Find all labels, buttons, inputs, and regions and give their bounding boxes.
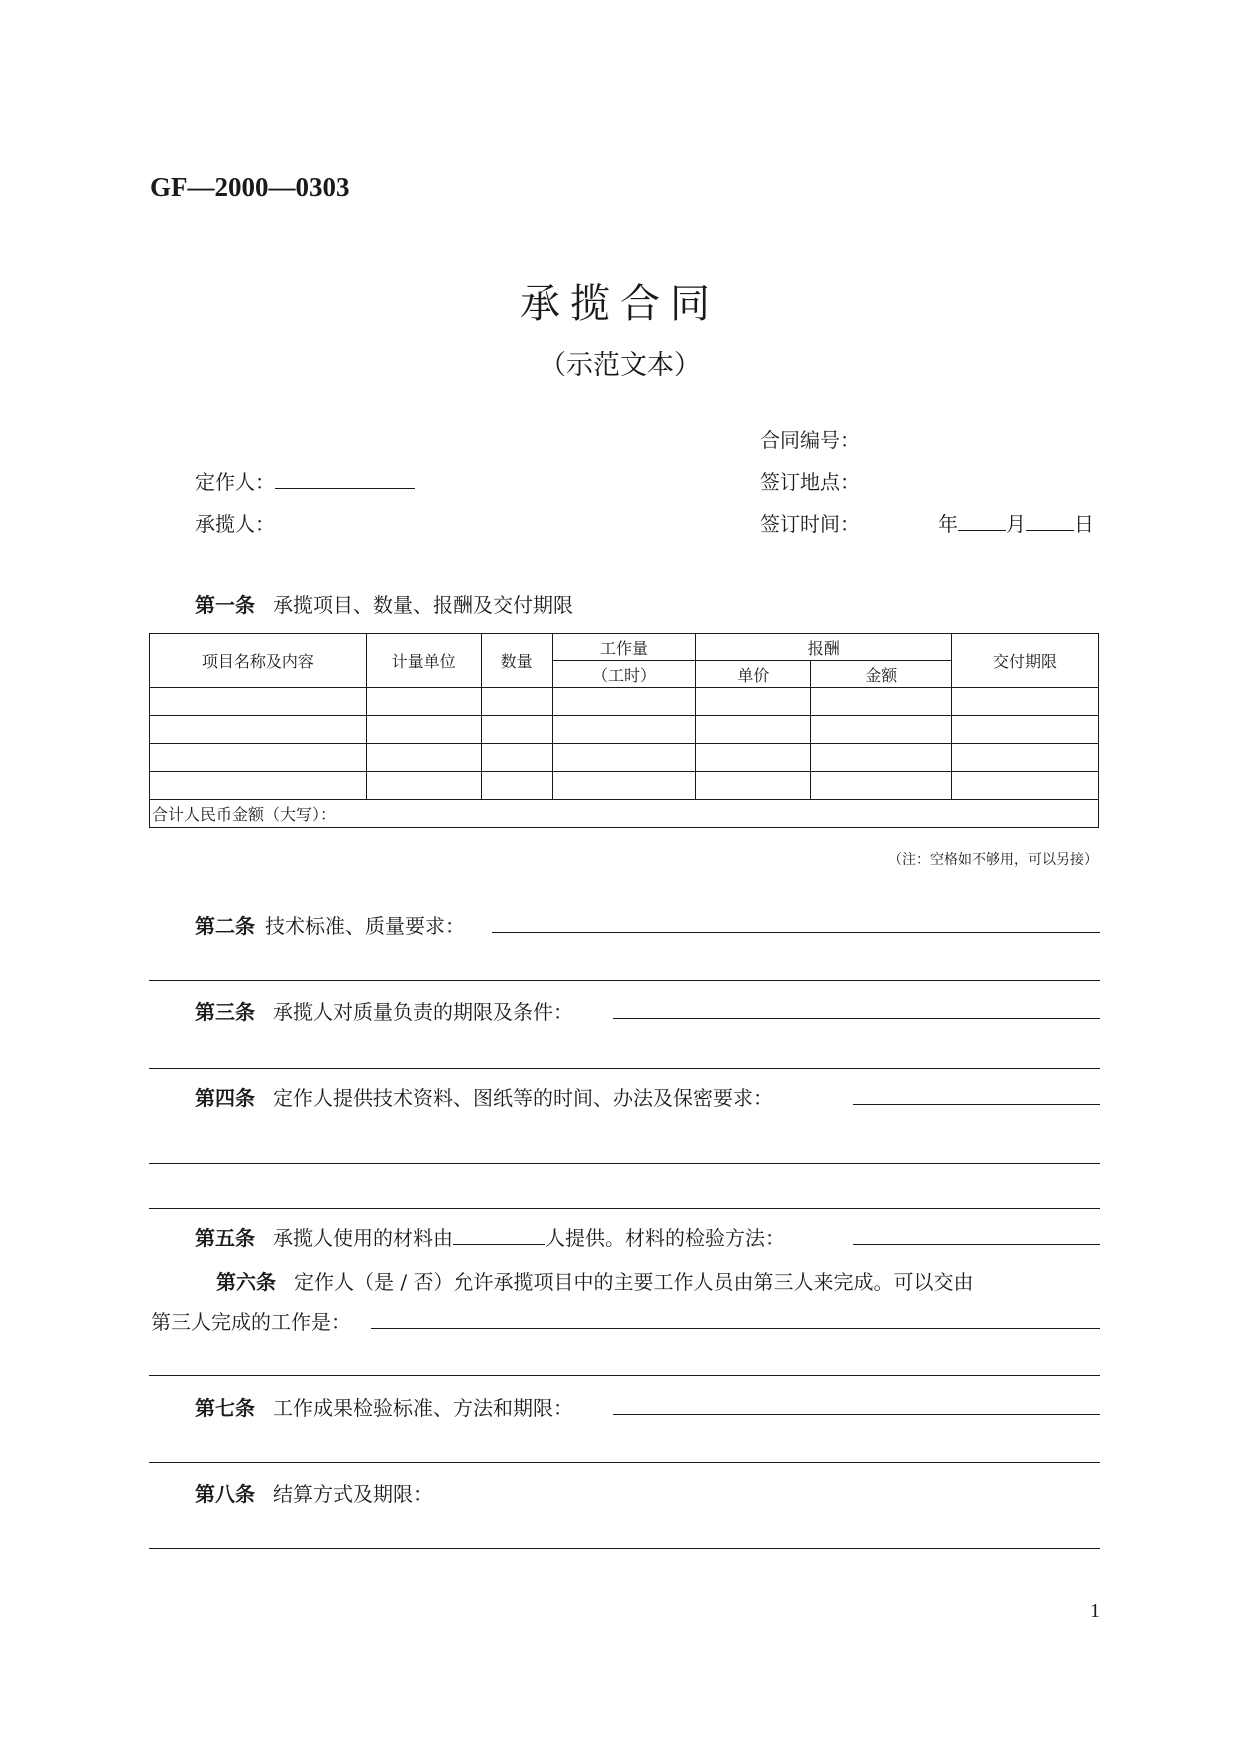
article-5-blank[interactable] [853,1244,1100,1245]
table-row [150,744,1099,772]
article-5-text-b: 人提供。材料的检验方法： [545,1226,785,1250]
document-subtitle: （示范文本） [539,350,701,381]
article-4 [195,1082,773,1111]
article-6-number: 第六条 [216,1270,276,1294]
items-table [149,633,1099,828]
total-amount-label[interactable]: 合计人民币金额（大写）： [150,800,1099,828]
col-price-header: 单价 [696,661,811,688]
article-8-text: 结算方式及期限： [273,1482,433,1506]
article-7-blank-line[interactable] [149,1462,1100,1463]
table-row [150,688,1099,716]
article-6-blank-line[interactable] [149,1375,1100,1376]
page-number: 1 [1090,1600,1100,1622]
article-2-text: 技术标准、质量要求： [265,914,465,938]
article-1-number: 第一条 [195,593,255,617]
table-row [150,772,1099,800]
document-title: 承揽合同 [520,281,720,327]
article-4-number: 第四条 [195,1086,255,1110]
article-6-continued: 第三人完成的工作是： [151,1310,351,1334]
article-7-number: 第七条 [195,1396,255,1420]
contractor-label: 承揽人： [195,512,275,536]
sign-place-label: 签订地点： [760,470,860,494]
sign-date [938,508,1094,537]
article-7-text: 工作成果检验标准、方法和期限： [273,1396,573,1420]
article-5 [195,1222,785,1251]
col-work-unit-header: （工时） [552,661,696,688]
month-blank[interactable] [958,510,1006,531]
col-qty-header: 数量 [481,634,552,688]
document-code: GF—2000—0303 [150,172,350,202]
article-4-blank-line-2[interactable] [149,1208,1100,1209]
article-3-blank[interactable] [613,1018,1100,1019]
article-2 [195,910,465,939]
year-label: 年 [938,512,958,536]
article-7-blank[interactable] [613,1414,1100,1415]
month-label: 月 [1006,512,1026,536]
article-8 [195,1478,433,1507]
article-8-blank-line[interactable] [149,1548,1100,1549]
day-blank[interactable] [1026,510,1074,531]
article-4-blank[interactable] [853,1104,1100,1105]
col-unit-header: 计量单位 [366,634,481,688]
col-work-header: 工作量 [552,634,696,661]
article-5-number: 第五条 [195,1226,255,1250]
table-note: （注：空格如不够用，可以另接） [888,852,1098,868]
table-row [150,716,1099,744]
day-label: 日 [1074,512,1094,536]
article-2-number: 第二条 [195,914,255,938]
sign-time-label: 签订时间： [760,512,860,536]
article-6-blank[interactable] [371,1328,1100,1329]
article-7 [195,1392,573,1421]
article-4-text: 定作人提供技术资料、图纸等的时间、办法及保密要求： [273,1086,773,1110]
article-1 [195,589,573,618]
article-6-text-a: 定作人（是 / 否）允许承揽项目中的主要工作人员由第三人来完成。可以交由 [294,1270,974,1294]
orderer-label: 定作人： [195,470,275,494]
orderer-blank[interactable] [275,468,415,489]
article-3 [195,996,573,1025]
contract-no-label: 合同编号： [760,428,860,452]
col-due-header: 交付期限 [952,634,1099,688]
article-6 [216,1266,973,1295]
article-3-number: 第三条 [195,1000,255,1024]
total-row [150,800,1099,828]
article-8-number: 第八条 [195,1482,255,1506]
orderer-field [195,466,415,495]
article-2-blank-line[interactable] [149,980,1100,981]
article-4-blank-line-1[interactable] [149,1163,1100,1164]
article-3-text: 承揽人对质量负责的期限及条件： [273,1000,573,1024]
article-3-blank-line[interactable] [149,1068,1100,1069]
col-pay-header: 报酬 [696,634,952,661]
article-1-text: 承揽项目、数量、报酬及交付期限 [273,593,573,617]
article-2-blank[interactable] [492,932,1100,933]
material-provider-blank[interactable] [453,1224,545,1245]
col-item-header: 项目名称及内容 [150,634,367,688]
article-5-text-a: 承揽人使用的材料由 [273,1226,453,1250]
col-amount-header: 金额 [811,661,952,688]
